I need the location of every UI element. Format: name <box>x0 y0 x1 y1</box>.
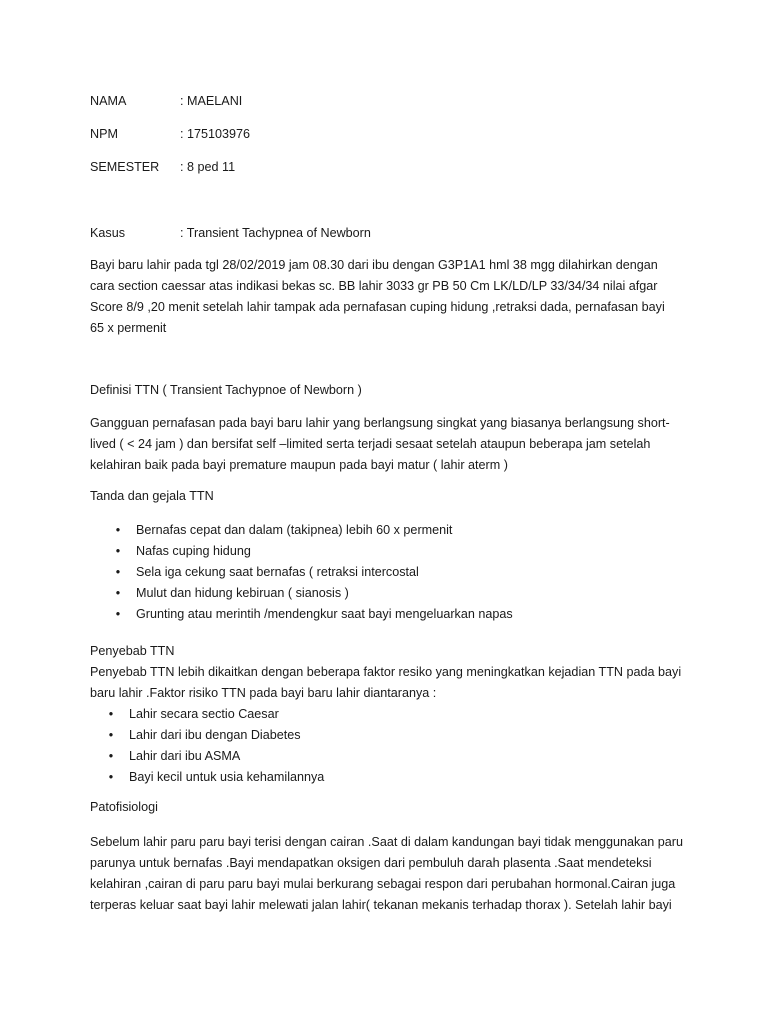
nama-label: NAMA <box>90 94 127 108</box>
bullet-icon: • <box>108 770 114 784</box>
list-item: • Bernafas cepat dan dalam (takipnea) lebih 60 x permenit <box>113 520 673 541</box>
patofisiologi-paragraph <box>90 832 690 916</box>
penyebab-section <box>90 641 690 704</box>
kasus-label: Kasus <box>90 226 126 240</box>
patofisiologi-heading-text: Patofisiologi <box>90 800 158 814</box>
penyebab-heading: Penyebab TTN <box>90 644 175 658</box>
bullet-icon: • <box>115 607 121 621</box>
kasus-line: Score 8/9 ,20 menit setelah lahir tampak ada pernafasan cuping hidung ,retraksi dada, pernafasan bayi <box>90 300 665 314</box>
bullet-icon: • <box>108 728 114 742</box>
list-item: • Lahir dari ibu dengan Diabetes <box>106 725 666 746</box>
semester-row <box>90 157 235 178</box>
definisi-line: lived ( < 24 jam ) dan bersifat self –limited serta terjadi sesaat setelah ataupun beberapa jam setelah <box>90 437 651 451</box>
kasus-value: : Transient Tachypnea of Newborn <box>180 226 371 240</box>
bullet-icon: • <box>108 749 114 763</box>
definisi-heading-text: Definisi TTN ( Transient Tachypnoe of Newborn ) <box>90 383 362 397</box>
tanda-list <box>113 520 673 625</box>
tanda-heading <box>90 486 690 507</box>
npm-row <box>90 124 250 145</box>
patofisiologi-line: terperas keluar saat bayi lahir melewati jalan lahir( tekanan mekanis terhadap thorax ). Setelah lahir bayi <box>90 898 672 912</box>
definisi-heading <box>90 380 690 401</box>
penyebab-line: baru lahir .Faktor risiko TTN pada bayi baru lahir diantaranya : <box>90 686 437 700</box>
penyebab-line: Penyebab TTN lebih dikaitkan dengan beberapa faktor resiko yang meningkatkan kejadian TTN pada bayi <box>90 665 682 679</box>
kasus-line: Bayi baru lahir pada tgl 28/02/2019 jam 08.30 dari ibu dengan G3P1A1 hml 38 mgg dilahirkan dengan <box>90 258 658 272</box>
patofisiologi-heading <box>90 797 690 818</box>
list-item: • Sela iga cekung saat bernafas ( retraksi intercostal <box>113 562 673 583</box>
kasus-row <box>90 223 371 244</box>
list-item: • Nafas cuping hidung <box>113 541 673 562</box>
patofisiologi-line: kelahiran ,cairan di paru paru bayi mulai berkurang sebagai respon dari perubahan hormonal.Cairan juga <box>90 877 676 891</box>
bullet-icon: • <box>108 707 114 721</box>
definisi-line: kelahiran baik pada bayi premature maupun pada bayi matur ( lahir aterm ) <box>90 458 508 472</box>
bullet-icon: • <box>115 565 121 579</box>
kasus-paragraph <box>90 255 690 339</box>
list-item: • Grunting atau merintih /mendengkur saat bayi mengeluarkan napas <box>113 604 673 625</box>
semester-value: : 8 ped 11 <box>180 160 236 174</box>
semester-label: SEMESTER <box>90 160 160 174</box>
nama-row <box>90 91 242 112</box>
tanda-heading-text: Tanda dan gejala TTN <box>90 489 214 503</box>
kasus-line: cara section caessar atas indikasi bekas sc. BB lahir 3033 gr PB 50 Cm LK/LD/LP 33/34/34 nilai afgar <box>90 279 658 293</box>
npm-value: : 175103976 <box>180 127 251 141</box>
kasus-line: 65 x permenit <box>90 321 167 335</box>
bullet-icon: • <box>115 586 121 600</box>
nama-value: : MAELANI <box>180 94 243 108</box>
bullet-icon: • <box>115 523 121 537</box>
patofisiologi-line: Sebelum lahir paru paru bayi terisi dengan cairan .Saat di dalam kandungan bayi tidak menggunakan paru <box>90 835 683 849</box>
list-item: • Lahir dari ibu ASMA <box>106 746 666 767</box>
penyebab-list <box>106 704 666 788</box>
list-item: • Bayi kecil untuk usia kehamilannya <box>106 767 666 788</box>
list-item: • Lahir secara sectio Caesar <box>106 704 666 725</box>
list-item: • Mulut dan hidung kebiruan ( sianosis ) <box>113 583 673 604</box>
definisi-line: Gangguan pernafasan pada bayi baru lahir yang berlangsung singkat yang biasanya berlangsung short- <box>90 416 670 430</box>
bullet-icon: • <box>115 544 121 558</box>
definisi-paragraph <box>90 413 690 476</box>
npm-label: NPM <box>90 127 118 141</box>
patofisiologi-line: parunya untuk bernafas .Bayi mendapatkan oksigen dari pembuluh darah plasenta .Saat mendeteksi <box>90 856 652 870</box>
